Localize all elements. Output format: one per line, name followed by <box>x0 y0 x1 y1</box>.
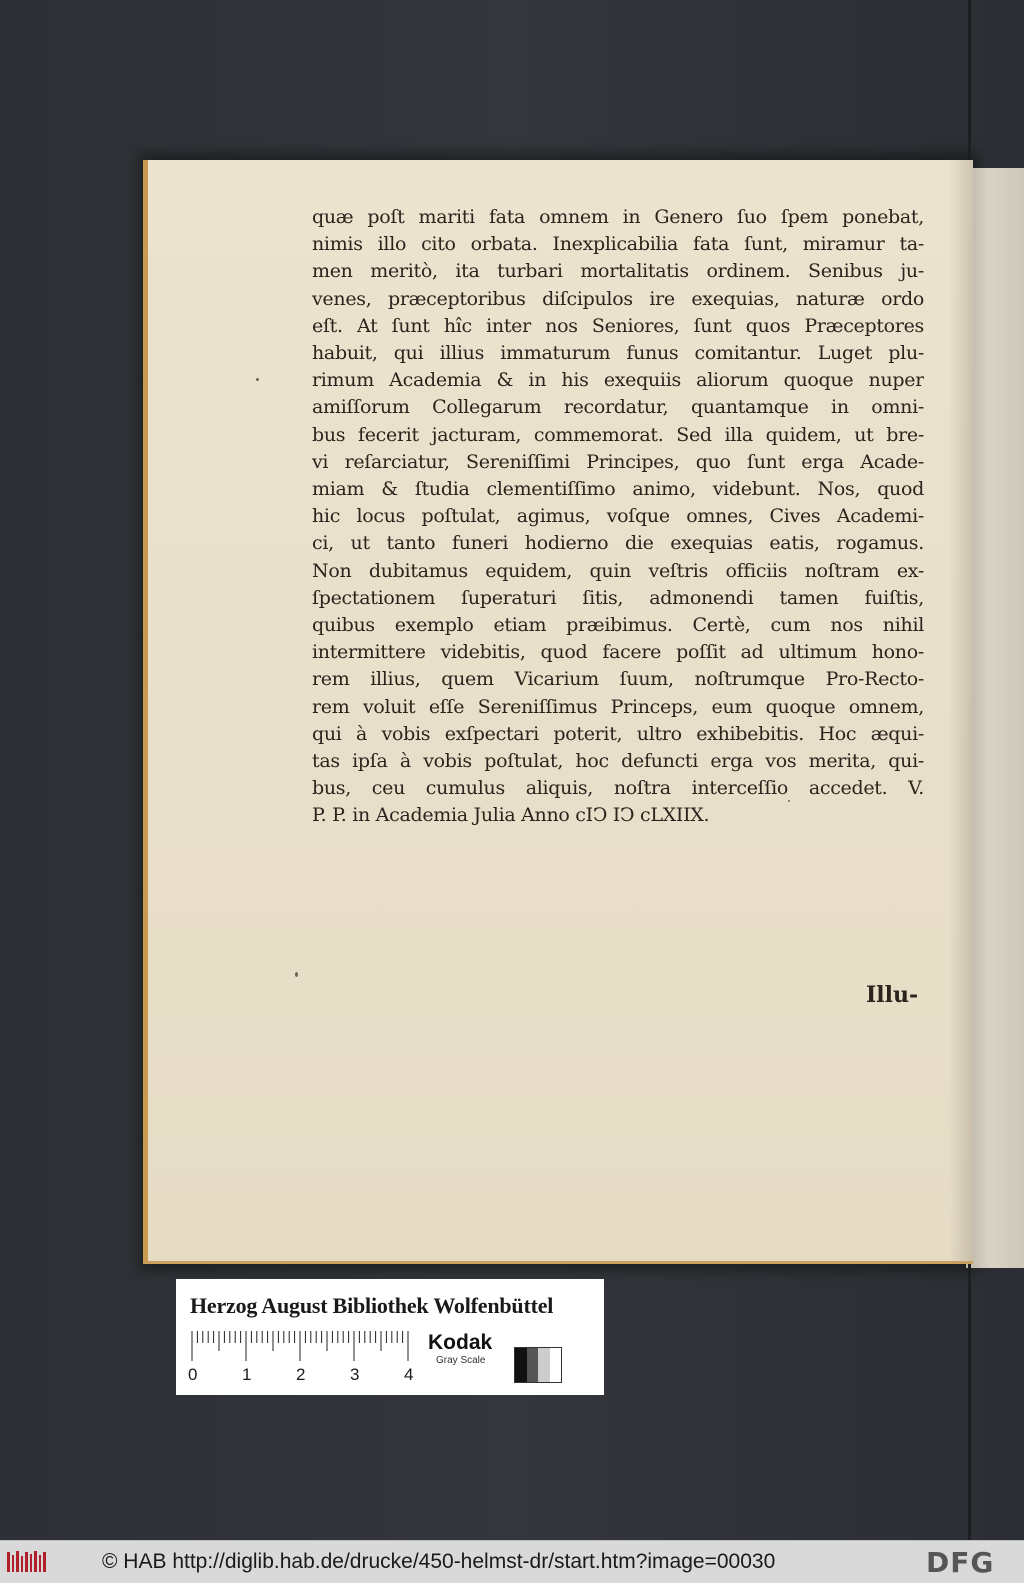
dfg-logo: DFG <box>926 1546 995 1579</box>
text-line: habuit, qui illius immaturum funus comitantur. Luget plu- <box>312 342 924 365</box>
text-line: eſt. At ſunt hîc inter nos Seniores, ſunt quos Præceptores <box>312 314 924 337</box>
text-line: bus fecerit jacturam, commemorat. Sed illa quidem, ut bre- <box>312 423 924 446</box>
text-line: vi reſarciatur, Sereniſſimi Principes, quo ſunt erga Acade- <box>312 450 924 473</box>
text-line: ſpectationem ſuperaturi ſitis, admonendi tamen fuiſtis, <box>312 586 924 609</box>
gray-patch-black <box>515 1348 527 1382</box>
ruler-number: 3 <box>350 1365 360 1384</box>
footer-bar <box>0 1540 1024 1583</box>
text-line: tas ipſa à vobis poſtulat, hoc defuncti erga vos merita, qui- <box>312 750 924 773</box>
gray-patch-white <box>550 1348 562 1382</box>
text-line: rimum Academia & in his exequiis aliorum quoque nuper <box>312 369 924 392</box>
kodak-logo: Kodak <box>428 1331 493 1354</box>
ruler-scale <box>190 1329 410 1363</box>
ruler-number: 4 <box>404 1365 414 1384</box>
color-calibration-card <box>176 1279 604 1395</box>
text-line: quibus exemplo etiam præibimus. Certè, cum nos nihil <box>312 614 924 637</box>
text-line: ci, ut tanto funeri hodierno die exequias eatis, rogamus. <box>312 532 924 555</box>
body-text <box>312 204 924 830</box>
text-line: miam & ſtudia clementiſſimo animo, videbunt. Nos, quod <box>312 478 924 501</box>
facing-page-edge <box>966 168 1024 1268</box>
text-line: quæ poſt mariti fata omnem in Genero ſuo ſpem ponebat, <box>312 206 924 228</box>
text-line: venes, præceptoribus diſcipulos ire exequias, naturæ ordo <box>312 287 924 310</box>
text-line: intermittere videbitis, quod facere poſſit ad ultimum hono- <box>312 641 924 664</box>
text-line: men meritò, ita turbari mortalitatis ordinem. Senibus ju- <box>312 260 924 283</box>
paper-speck <box>295 972 298 977</box>
text-line: qui à vobis exſpectari poterit, ultro exhibebitis. Hoc æqui- <box>312 722 924 745</box>
text-line: amiſſorum Collegarum recordatur, quantamque in omni- <box>312 396 924 419</box>
catchword: Illu- <box>866 982 919 1008</box>
text-line: bus, ceu cumulus aliquis, noſtra interceſſio accedet. V. <box>312 777 924 800</box>
library-name: Herzog August Bibliothek Wolfenbüttel <box>190 1293 554 1318</box>
gray-patch-light <box>538 1348 550 1382</box>
hab-logo-icon <box>6 1549 48 1575</box>
text-line: nimis illo cito orbata. Inexplicabilia fata ſunt, miramur ta- <box>312 233 924 256</box>
text-line: Non dubitamus equidem, quin veſtris officiis noſtram ex- <box>312 559 924 582</box>
copyright-url[interactable]: © HAB http://diglib.hab.de/drucke/450-helmst-dr/start.htm?image=00030 <box>102 1550 776 1573</box>
text-line-imprint: P. P. in Academia Julia Anno cIↃ IↃ cLXIIX. <box>312 804 710 827</box>
ruler-number: 0 <box>188 1365 198 1384</box>
ruler-number: 2 <box>296 1365 306 1384</box>
gray-patch-dark <box>527 1348 539 1382</box>
text-line: rem illius, quem Vicarium ſuum, noſtrumque Pro-Recto- <box>312 668 924 691</box>
ruler-number: 1 <box>242 1365 252 1384</box>
kodak-subtitle: Gray Scale <box>436 1355 486 1366</box>
gray-scale-patches <box>514 1347 562 1383</box>
paper-speck <box>256 378 259 381</box>
text-line: rem voluit eſſe Sereniſſimus Princeps, eum quoque omnem, <box>312 695 924 718</box>
text-line: hic locus poſtulat, agimus, voſque omnes, Cives Academi- <box>312 505 924 528</box>
